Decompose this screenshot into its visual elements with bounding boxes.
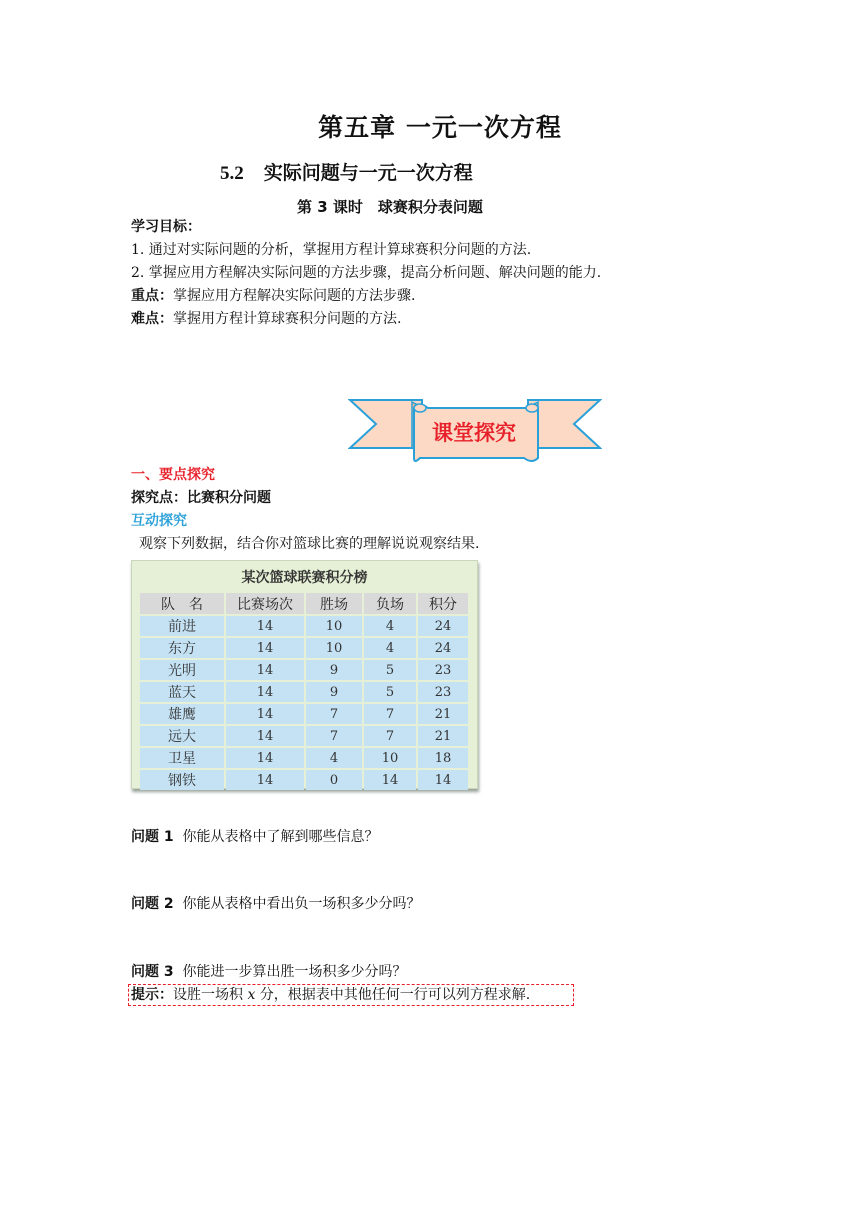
- wins-cell: 9: [306, 682, 362, 702]
- table-row: [140, 660, 468, 680]
- hint-text-before: 设胜一场积: [173, 987, 248, 1003]
- team-cell: 蓝天: [140, 682, 224, 702]
- wins-cell: 9: [306, 660, 362, 680]
- wins-cell: 10: [306, 616, 362, 636]
- games-cell: 14: [226, 748, 304, 768]
- points-cell: 23: [418, 660, 468, 680]
- losses-cell: 10: [364, 748, 416, 768]
- standings-title: 某次篮球联赛积分榜: [241, 570, 368, 586]
- hint-text-after: 分，根据表中其他任何一行可以列方程求解.: [255, 987, 531, 1003]
- difficulty-label: 难点：: [131, 311, 173, 327]
- section-title: [220, 158, 473, 185]
- losses-cell: 4: [364, 638, 416, 658]
- losses-cell: 5: [364, 660, 416, 680]
- games-cell: 14: [226, 682, 304, 702]
- question-1: [131, 826, 379, 848]
- losses-cell: 14: [364, 770, 416, 790]
- interactive-intro: 观察下列数据，结合你对篮球比赛的理解说说观察结果.: [139, 536, 480, 552]
- lesson-title: 第 3 课时 球赛积分表问题: [297, 198, 483, 216]
- chapter-title: 第五章 一元一次方程: [318, 113, 562, 142]
- games-cell: 14: [226, 616, 304, 636]
- table-header-row: [140, 593, 468, 614]
- key-point-text: 掌握应用方程解决实际问题的方法步骤.: [173, 288, 416, 304]
- team-cell: 钢铁: [140, 770, 224, 790]
- team-cell: 雄鹰: [140, 704, 224, 724]
- games-cell: 14: [226, 726, 304, 746]
- key-point-label: 重点：: [131, 288, 173, 304]
- team-cell: 东方: [140, 638, 224, 658]
- team-cell: 前进: [140, 616, 224, 636]
- question-2-label: 问题 2: [131, 896, 174, 912]
- header-games: 比赛场次: [226, 593, 304, 614]
- header-losses: 负场: [364, 593, 416, 614]
- explore-point: 探究点：比赛积分问题: [131, 490, 271, 506]
- points-cell: 18: [418, 748, 468, 768]
- table-row: [140, 682, 468, 702]
- games-cell: 14: [226, 770, 304, 790]
- question-2-text: 你能从表格中看出负一场积多少分吗？: [182, 896, 421, 912]
- objective-item-2: 2. 掌握应用方程解决实际问题的方法步骤，提高分析问题、解决问题的能力.: [131, 265, 602, 281]
- points-cell: 23: [418, 682, 468, 702]
- games-cell: 14: [226, 704, 304, 724]
- hint-label: 提示：: [131, 987, 173, 1003]
- question-1-label: 问题 1: [131, 829, 174, 845]
- objective-item-1: 1. 通过对实际问题的分析，掌握用方程计算球赛积分问题的方法.: [131, 242, 532, 258]
- question-3-text: 你能进一步算出胜一场积多少分吗？: [182, 964, 407, 980]
- section-name: 实际问题与一元一次方程: [263, 162, 473, 184]
- table-row: [140, 704, 468, 724]
- table-row: [140, 748, 468, 768]
- team-cell: 光明: [140, 660, 224, 680]
- standings-table-figure: [131, 560, 478, 789]
- games-cell: 14: [226, 660, 304, 680]
- header-team: 队 名: [140, 593, 224, 614]
- key-point: [131, 285, 415, 307]
- hint: [131, 984, 530, 1006]
- section-number: 5.2: [220, 163, 244, 184]
- question-3: [131, 961, 407, 983]
- points-cell: 24: [418, 638, 468, 658]
- losses-cell: 5: [364, 682, 416, 702]
- games-cell: 14: [226, 638, 304, 658]
- wins-cell: 0: [306, 770, 362, 790]
- table-row: [140, 616, 468, 636]
- question-2: [131, 893, 421, 915]
- points-cell: 14: [418, 770, 468, 790]
- question-1-text: 你能从表格中了解到哪些信息？: [182, 829, 379, 845]
- losses-cell: 4: [364, 616, 416, 636]
- interactive-heading: 互动探究: [131, 513, 187, 529]
- points-cell: 21: [418, 726, 468, 746]
- table-row: [140, 726, 468, 746]
- points-cell: 21: [418, 704, 468, 724]
- table-row: [140, 770, 468, 790]
- standings-table: [138, 591, 470, 792]
- header-points: 积分: [418, 593, 468, 614]
- table-row: [140, 638, 468, 658]
- hint-variable: x: [247, 987, 256, 1003]
- team-cell: 卫星: [140, 748, 224, 768]
- losses-cell: 7: [364, 704, 416, 724]
- banner-label: 课堂探究: [432, 421, 516, 445]
- part-one-heading: 一、要点探究: [131, 467, 215, 483]
- difficulty-text: 掌握用方程计算球赛积分问题的方法.: [173, 311, 402, 327]
- losses-cell: 7: [364, 726, 416, 746]
- wins-cell: 10: [306, 638, 362, 658]
- wins-cell: 7: [306, 726, 362, 746]
- team-cell: 远大: [140, 726, 224, 746]
- difficulty-point: [131, 308, 401, 330]
- points-cell: 24: [418, 616, 468, 636]
- header-wins: 胜场: [306, 593, 362, 614]
- objectives-heading: 学习目标：: [131, 219, 201, 235]
- wins-cell: 4: [306, 748, 362, 768]
- wins-cell: 7: [306, 704, 362, 724]
- question-3-label: 问题 3: [131, 964, 174, 980]
